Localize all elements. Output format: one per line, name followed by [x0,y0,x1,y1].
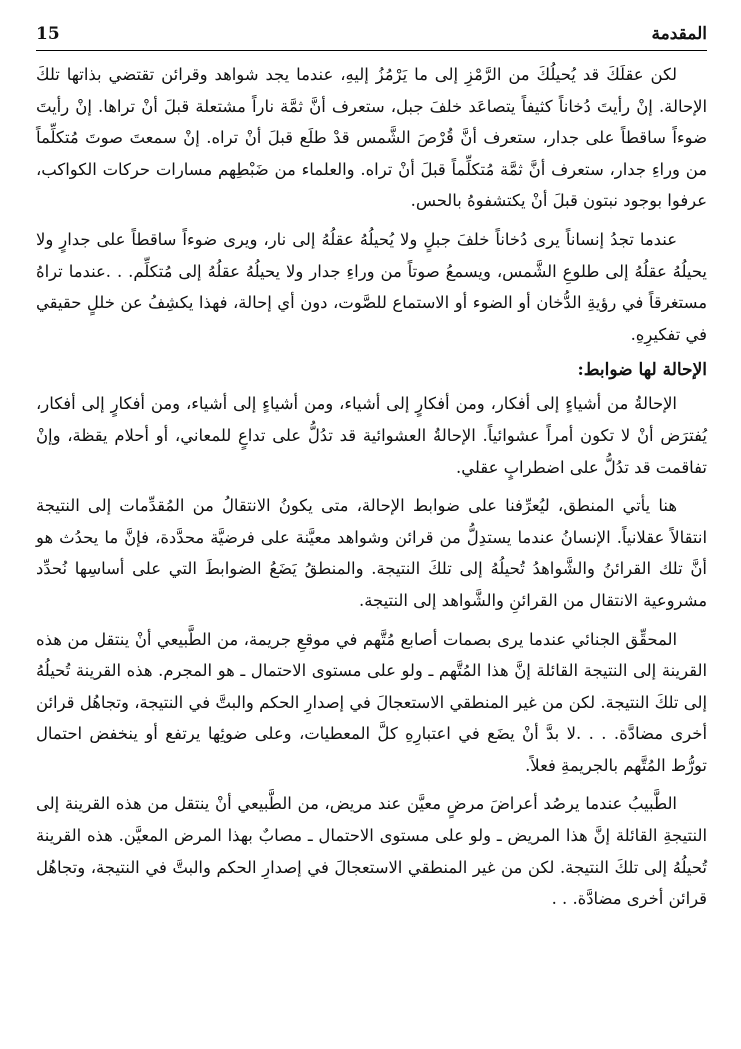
paragraph: المحقِّق الجنائي عندما يرى بصمات أصابع مُتَّهم في موقعِ جريمة، من الطَّبيعي أنْ ينتقل من هذه القرينة إلى النتيجة القائلة إنَّ هذا المُتَّهم ـ ولو على مستوى الاحتمال ـ هو المجرم. هذه القرينة تُحيلُهُ إلى تلكَ النتيجة. لكن من غير المنطقي الاستعجالَ في إصدارِ الحكم والبتَّ في النتيجة، وتجاهُل قرائن أخرى مضادَّة. . . .لا بدَّ أنْ يضَع في اعتبارِهِ كلَّ المعطيات، وعلى ضوئِها يرتفع أو ينخفض احتمال تورُّط المُتَّهم بالجريمةِ فعلاً. [36,629,707,775]
page-body [36,59,707,915]
chapter-title: المقدمة [651,24,707,44]
section-heading: الإحالة لها ضوابط: [577,360,707,381]
page-header [36,14,707,44]
paragraph: لكن عقلَكَ قد يُحيلُكَ من الرَّمْزِ إلى ما يَرْمُزُ إليهِ، عندما يجد شواهد وقرائن تقتضي بذاتها تلكَ الإحالة. إنْ رأيتَ دُخاناً كثيفاً يتصاعَد خلفَ جبل، ستعرف أنَّ ثمَّة ناراً مشتعلة قبلَ أنْ تراها. إنْ رأيتَ ضوءاً ساقطاً على جدار، ستعرف أنَّ قُرْصَ الشَّمس قدْ طلَع قبلَ أنْ تراه. إنْ سمعتَ صوتَ مُتكلِّماً من وراءِ جدار، ستعرف أنَّ ثمَّة مُتكلِّماً قبلَ أنْ تراه. والعلماء من ضَبْطِهم مسارات حركات الكواكب، عرفوا بوجود نبتون قبلَ أنْ يكتشفوهُ بالحس. [36,65,707,211]
paragraph: عندما تجدُ إنساناً يرى دُخاناً خلفَ جبلٍ ولا يُحيلُهُ عقلُهُ إلى نار، ويرى ضوءاً ساقطاً على جدارٍ ولا يحيلُهُ عقلُهُ إلى طلوعِ الشَّمس، ويسمعُ صوتاً من وراءِ جدار ولا يحيلُهُ عقلُهُ إلى مُتكلِّم. . .عندما تراهُ مستغرقاً في رؤيةِ الدُّخان أو الضوء أو الاستماع للصَّوت، دون أي إحالة، فهذا يكشِفُ عن خللٍ حقيقي في تفكيرِهِ. [36,229,707,344]
page-number: 15 [36,24,60,44]
header-divider [36,50,707,51]
paragraph: الطَّبيبُ عندما يرصُد أعراضَ مرضٍ معيَّن عند مريض، من الطَّبيعي أنْ ينتقل من هذه القرينة إلى النتيجةِ القائلة إنَّ هذا المريض ـ ولو على مستوى الاحتمال ـ مصابٌ بهذا المرض المعيَّن. هذه القرينة تُحيلُهُ إلى تلكَ النتيجة. لكن من غير المنطقي الاستعجالَ في إصدارِ الحكم والبتَّ في النتيجة، وتجاهُل قرائن أخرى مضادَّة. . . [36,794,707,909]
paragraph: هنا يأتي المنطق، ليُعرِّفنا على ضوابط الإحالة، متى يكونُ الانتقالُ من المُقدِّمات إلى النتيجة انتقالاً عقلانياً. الإنسانُ عندما يستدِلُّ من قرائن وشواهد معيَّنة على فرضيَّة محدَّدة، فإنَّ ما يحدُث هو أنَّ تلك القرائنُ والشَّواهدُ تُحيلُهُ إلى تلكَ النتيجة. والمنطقُ يَضَعُ الضوابطَ التي على أساسِها نُحدِّد مشروعية الانتقال من القرائنِ والشَّواهد إلى النتيجة. [36,496,707,610]
paragraph: الإحالةُ من أشياءٍ إلى أفكار، ومن أفكارٍ إلى أشياء، ومن أشياءٍ إلى أشياء، ومن أفكارٍ إلى أفكار، يُفترَض أنْ لا تكون أمراً عشوائياً. الإحالةُ العشوائية قد تدُلُّ على تداعٍ للمعاني، أو أحلام يقظة، وإنْ تفاقمت قد تدُلُّ على اضطرابٍ عقلي. [36,394,707,477]
